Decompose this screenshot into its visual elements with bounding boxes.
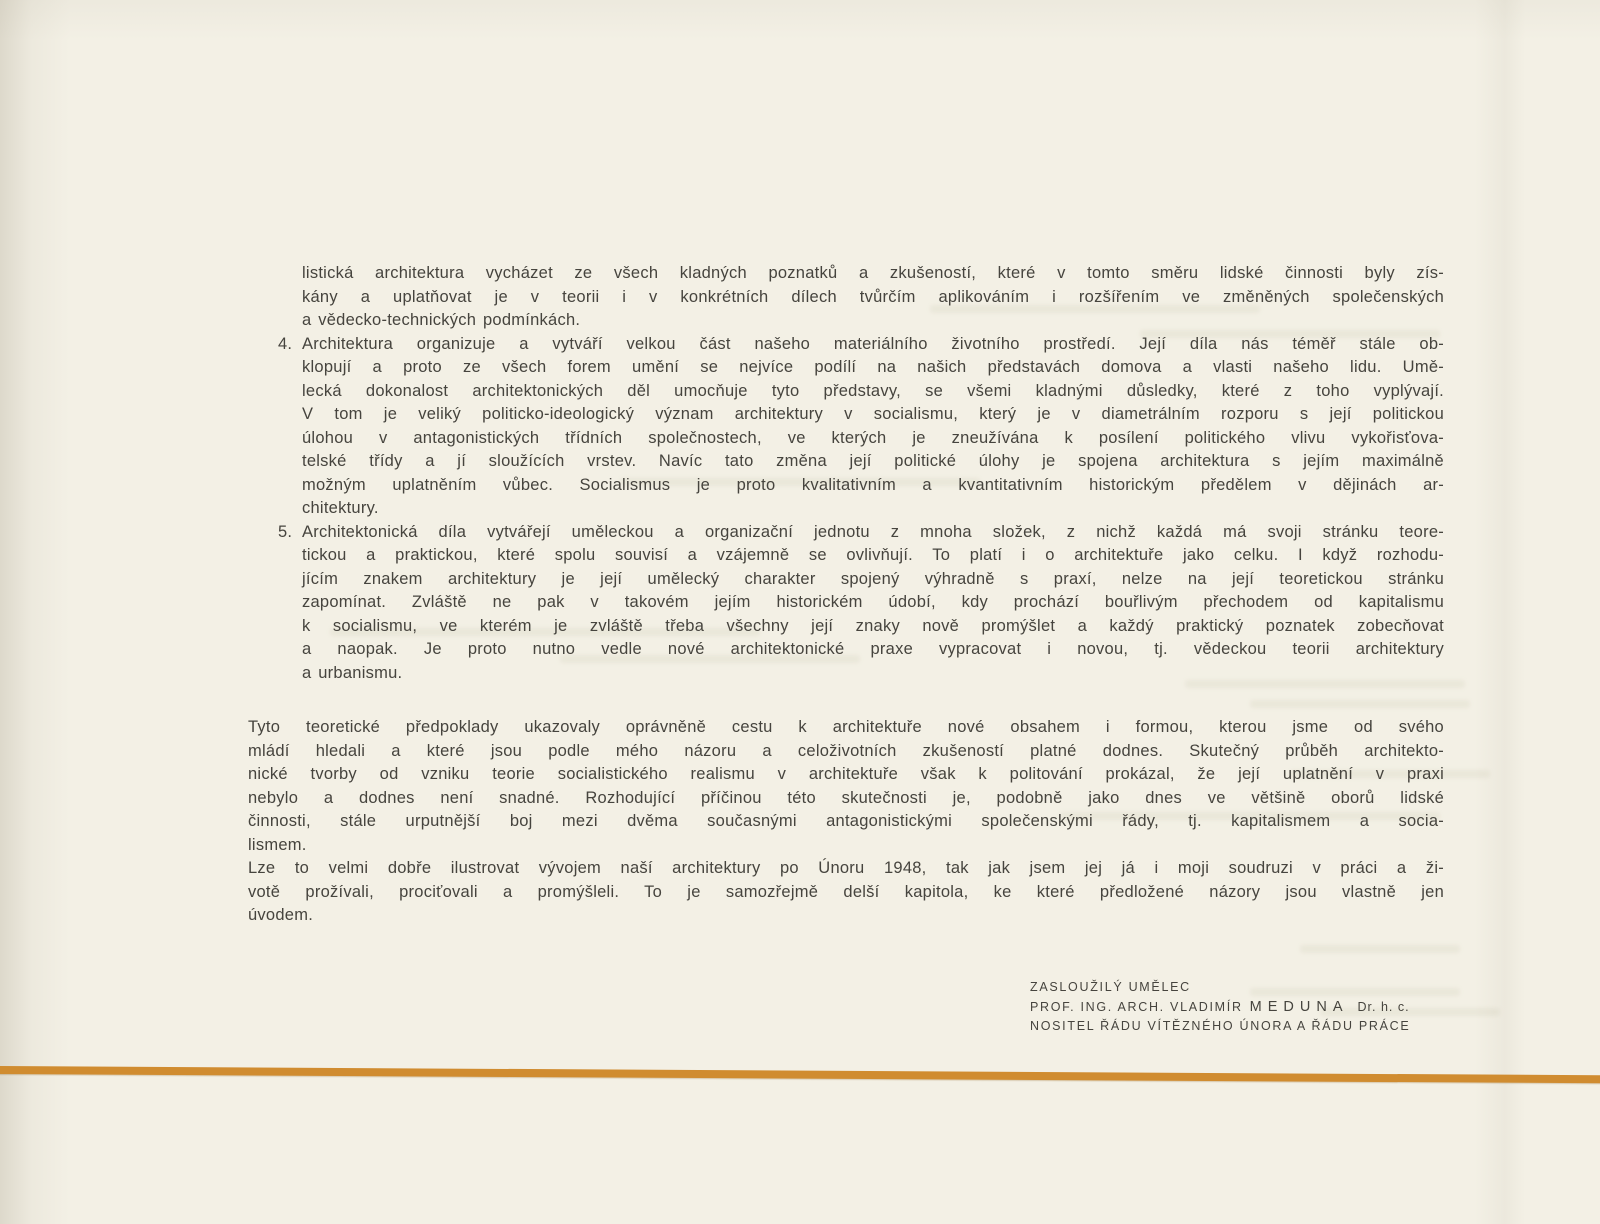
text-line: činnosti, stále urputnější boj mezi dvěma současnými antagonistickými společenskými řády, tj. kapitalismem a socia-	[248, 812, 1444, 830]
signature-honors: NOSITEL ŘÁDU VÍTĚZNÉHO ÚNORA A ŘÁDU PRÁCE	[1030, 1019, 1411, 1033]
text-line: V tom je veliký politicko-ideologický význam architektury v socialismu, který je v diametrálním rozporu s její politickou	[302, 405, 1444, 423]
text-line: klopují a proto ze všech forem umění se nejvíce podílí na našich představách domova a vlasti našeho lidu. Umě-	[302, 358, 1444, 376]
signature-name-suffix: Dr. h. c.	[1357, 999, 1410, 1014]
text-line: lecká dokonalost architektonických děl umocňuje tyto představy, se všemi kladnými důsledky, které z toho vyplývají.	[302, 381, 1444, 400]
list-item-5	[278, 521, 1444, 686]
signature-name-line	[1030, 998, 1410, 1018]
text-line: Tyto teoretické předpoklady ukazovaly oprávněně cestu k architektuře nové obsahem i formou, kterou jsme od svého	[248, 718, 1444, 736]
text-line: nebylo a dodnes není snadné. Rozhodující příčinou této skutečnosti je, podobně jako dnes ve většině oborů lidské	[248, 788, 1444, 807]
showthrough-smudge	[1300, 945, 1460, 953]
page-gutter-shadow	[0, 0, 70, 1224]
text-line: tickou a praktickou, které spolu souvisí a vzájemně se ovlivňují. To platí i o architektuře jako celku. I když rozhodu-	[302, 546, 1444, 564]
text-line: úlohou v antagonistických třídních společnostech, ve kterých je zneužívána k posílení politického vlivu vykořisťova-	[302, 428, 1444, 447]
signature-name-prefix: PROF. ING. ARCH. VLADIMÍR	[1030, 999, 1243, 1014]
list-item-number: 5.	[278, 522, 293, 541]
page-edge-shade	[1475, 0, 1525, 1224]
text-line: votě prožívali, prociťovali a promýšleli. To je samozřejmě delší kapitola, ke které předložené názory jsou vlastně jen	[248, 882, 1444, 901]
text-line: k socialismu, ve kterém je zvláště třeba všechny její znaky nově promýšlet a každý praktický poznatek zobecňovat	[302, 616, 1444, 635]
text-line: jícím znakem architektury je její umělecký charakter spojený výhradně s praxí, nelze na její teoretickou stránku	[302, 569, 1444, 588]
text-line: chitektury.	[302, 499, 379, 517]
text-line: nické tvorby od vzniku teorie socialistického realismu v architektuře však k politování prokázal, že její uplatnění v praxi	[248, 765, 1444, 783]
signature-block	[1030, 978, 1410, 1037]
text-line: listická architektura vycházet ze všech kladných poznatků a zkušeností, které v tomto směru lidské činnosti byly zís-	[302, 264, 1444, 282]
continuation-paragraph	[302, 262, 1444, 333]
list-item-4	[278, 333, 1444, 521]
text-line: a naopak. Je proto nutno vedle nové architektonické praxe vypracovat i novou, tj. vědeckou teorii architektury	[302, 640, 1444, 658]
text-line: telské třídy a jí sloužících vrstev. Navíc tato změna její politické úlohy je spojena architektura s jejím maximálně	[302, 452, 1444, 470]
signature-name: MEDUNA	[1249, 998, 1349, 1015]
text-line: Lze to velmi dobře ilustrovat vývojem naší architektury po Únoru 1948, tak jak jsem jej já i moji soudruzi v práci a ži-	[248, 859, 1444, 877]
final-paragraph	[248, 857, 1444, 928]
text-line: a urbanismu.	[302, 663, 403, 682]
text-line: Architektura organizuje a vytváří velkou část našeho materiálního životního prostředí. Její díla nás téměř stále ob-	[302, 334, 1444, 353]
closing-paragraph	[248, 716, 1444, 857]
text-line: zapomínat. Zvláště ne pak v takovém jejím historickém údobí, kdy prochází bouřlivým přechodem od kapitalismu	[302, 593, 1444, 611]
text-line: kány a uplatňovat je v teorii i v konkrétních dílech tvůrčím aplikováním i rozšířením ve změněných společenských	[302, 287, 1444, 306]
list-item-number: 4.	[278, 334, 293, 353]
page-top-shade	[0, 0, 1600, 40]
body-text-block	[248, 262, 1444, 928]
orange-divider-rule	[0, 1066, 1600, 1083]
text-line: a vědecko-technických podmínkách.	[302, 311, 581, 329]
signature-title: ZASLOUŽILÝ UMĚLEC	[1030, 980, 1191, 994]
text-line: lismem.	[248, 835, 307, 854]
text-line: mládí hledali a které jsou podle mého názoru a celoživotních zkušeností platné dodnes. Skutečný průběh architekto-	[248, 741, 1444, 760]
text-line: Architektonická díla vytvářejí uměleckou a organizační jednotu z mnoha složek, z nichž každá má svoji stránku teore-	[302, 522, 1444, 541]
text-line: úvodem.	[248, 906, 314, 924]
text-line: možným uplatněním vůbec. Socialismus je proto kvalitativním a kvantitativním historickým předělem v dějinách ar-	[302, 475, 1444, 494]
